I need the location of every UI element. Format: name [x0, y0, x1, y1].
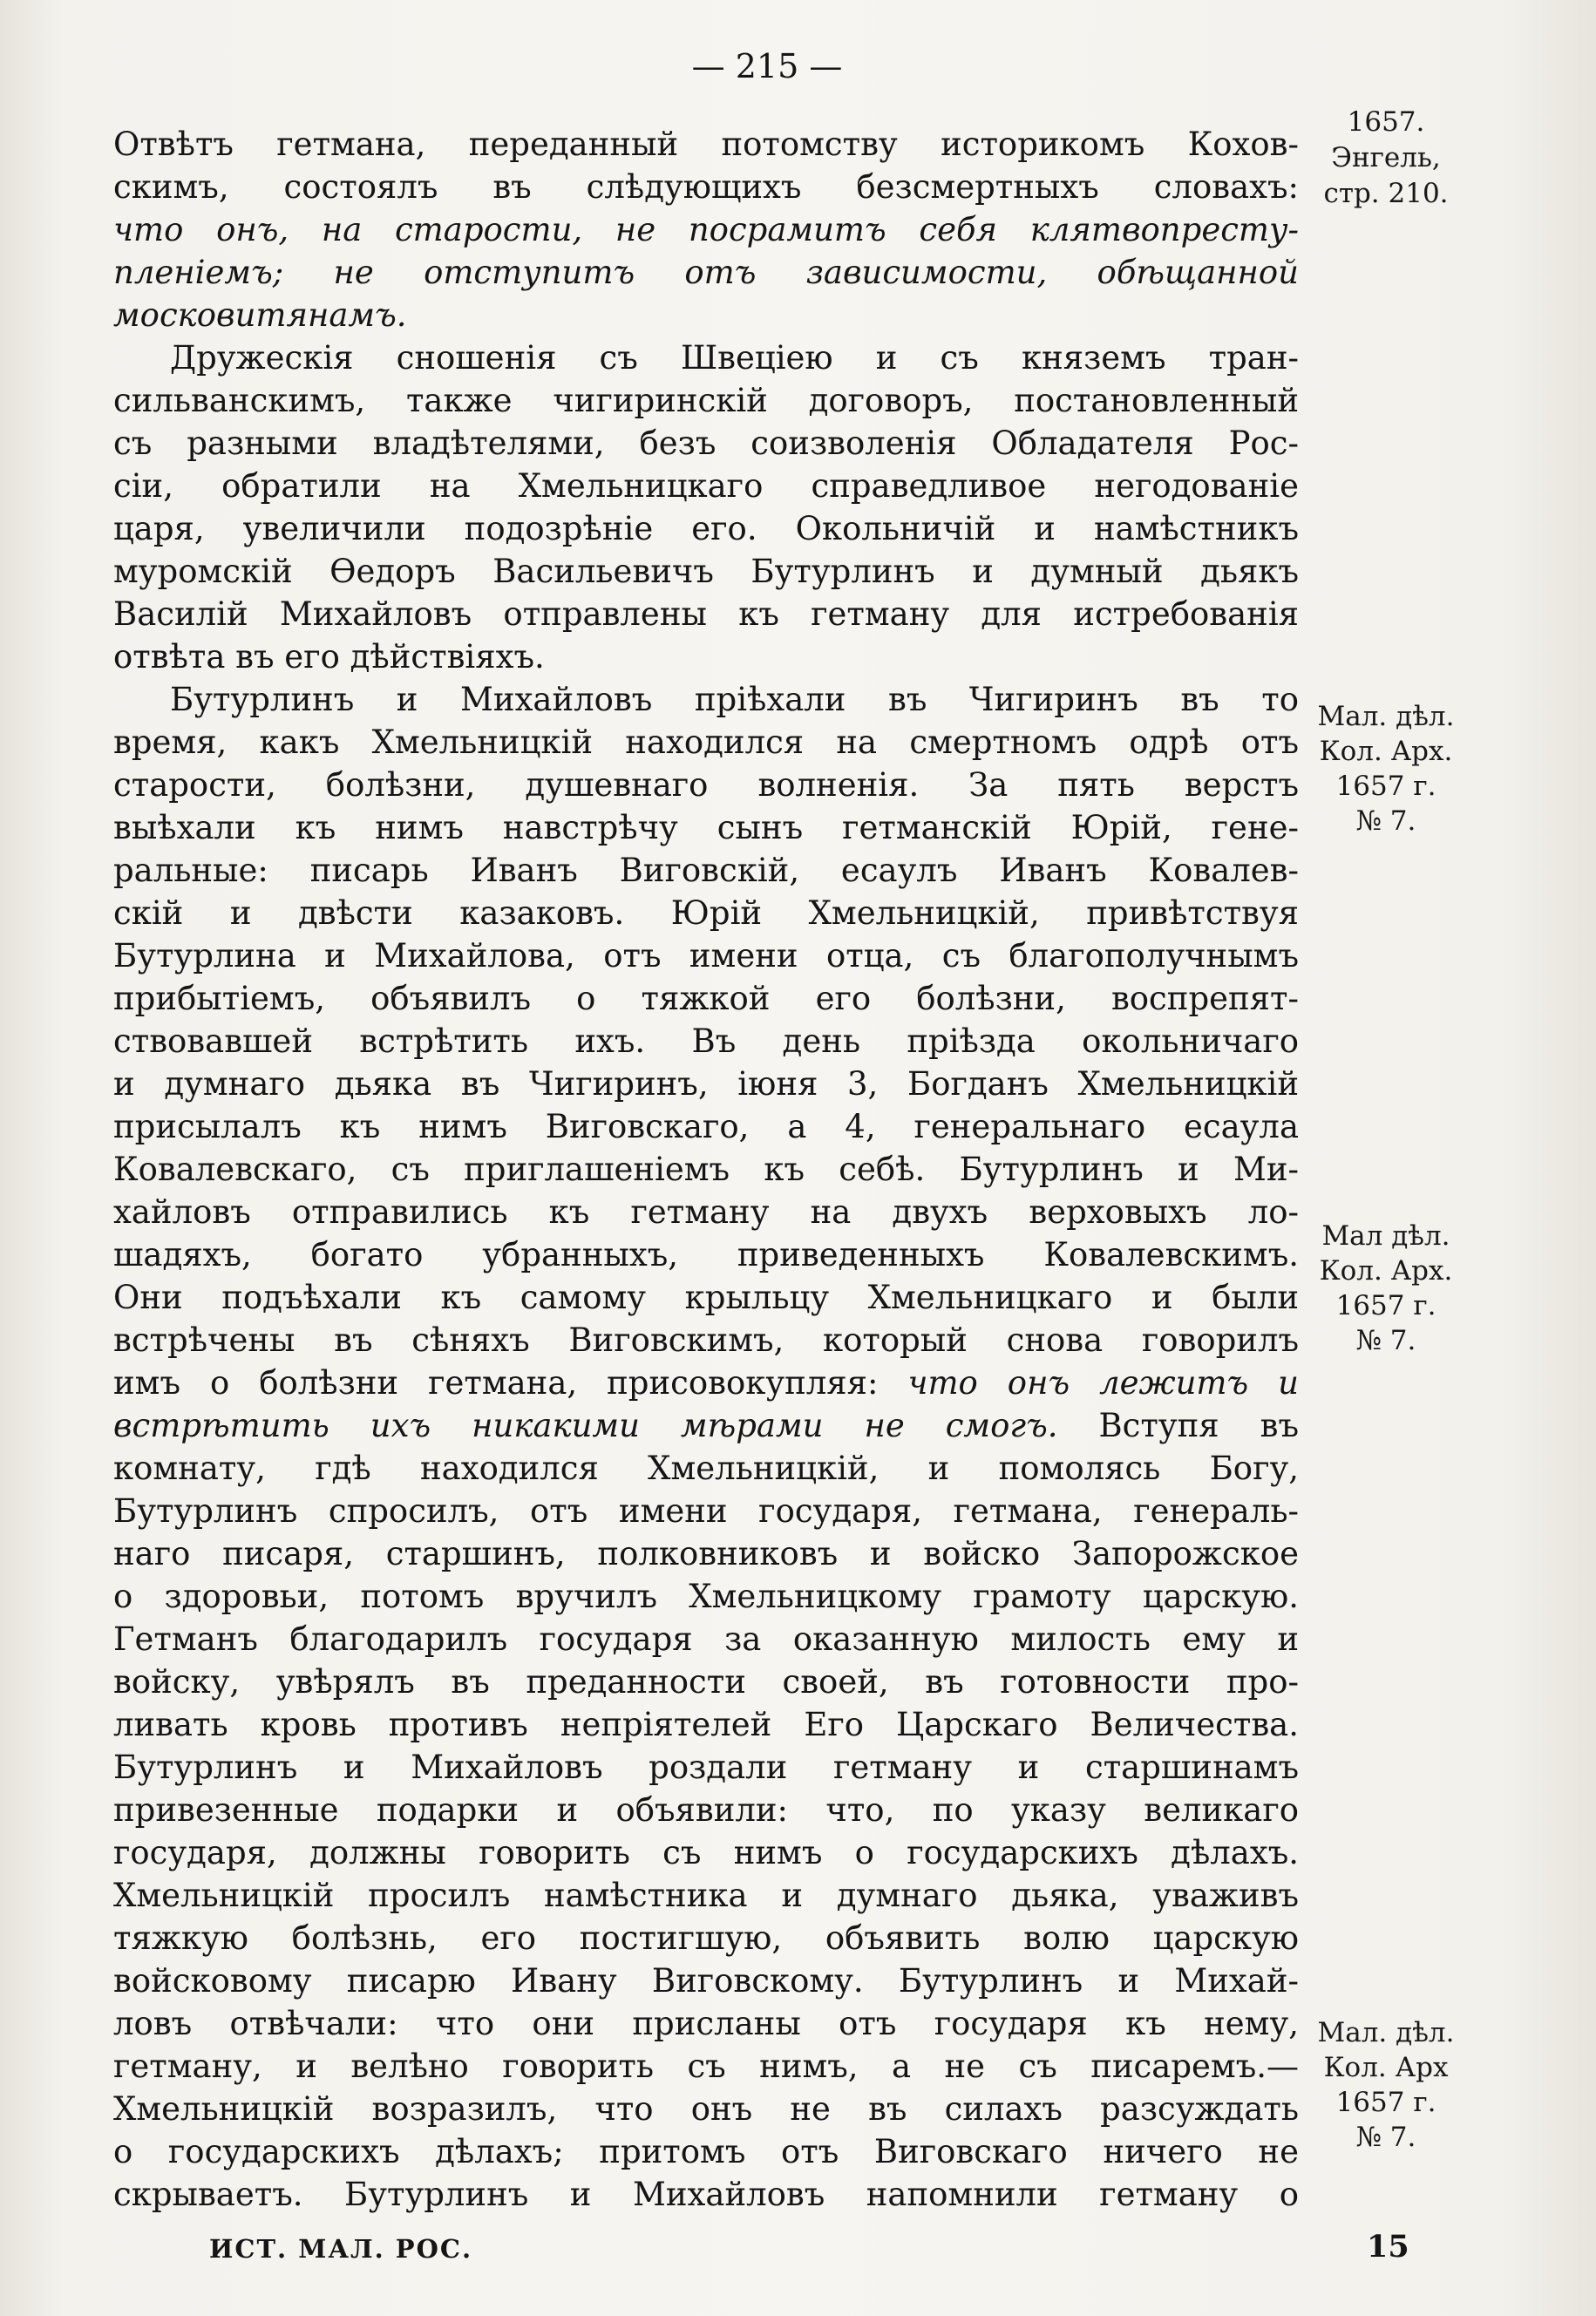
- margin-note: [1301, 699, 1471, 839]
- text-line: Дружескія сношенія съ Швеціею и съ княземъ тран-: [170, 339, 1299, 377]
- text-line: ральные: писарь Иванъ Виговскій, есаулъ Иванъ Ковалев-: [113, 852, 1299, 889]
- margin-note-line: Мал. дѣл.: [1317, 2017, 1455, 2048]
- text-line: тяжкую болѣзнь, его постигшую, объявить волю царскую: [113, 1919, 1299, 1957]
- text-line: встрѣчены въ сѣняхъ Виговскимъ, который снова говорилъ: [113, 1321, 1299, 1359]
- text-line: Отвѣтъ гетмана, переданный потомству историкомъ Кохов-: [113, 126, 1299, 163]
- margin-note-line: Мал дѣл.: [1321, 1220, 1450, 1252]
- text-line: старости, болѣзни, душевнаго волненія. За пять верстъ: [113, 766, 1299, 804]
- text-line: ловъ отвѣчали: что они присланы отъ государя къ нему,: [113, 2005, 1299, 2042]
- text-line: сіи, обратили на Хмельницкаго справедливое негодованіе: [113, 467, 1299, 505]
- text-line: о государскихъ дѣлахъ; притомъ отъ Виговскаго ничего не: [113, 2133, 1299, 2170]
- signature-mark: ИСТ. МАЛ. РОС.: [209, 2234, 473, 2264]
- margin-note-line: 1657.: [1347, 106, 1425, 138]
- text-line: прибытіемъ, объявилъ о тяжкой его болѣзни, воспрепят-: [113, 980, 1299, 1017]
- text-line: отвѣта въ его дѣйствіяхъ.: [113, 638, 545, 676]
- text-line: Они подъѣхали къ самому крыльцу Хмельницкаго и были: [113, 1279, 1299, 1316]
- text-line: сильванскимъ, также чигиринскій договоръ, постановленный: [113, 382, 1299, 419]
- text-line: войсковому писарю Ивану Виговскому. Бутурлинъ и Михай-: [113, 1962, 1299, 2000]
- text-line: комнату, гдѣ находился Хмельницкій, и помолясь Богу,: [113, 1450, 1299, 1487]
- text-line: [113, 1362, 1299, 1404]
- margin-note-line: № 7.: [1355, 2122, 1416, 2153]
- text-line: привезенные подарки и объявили: что, по указу великаго: [113, 1791, 1299, 1829]
- margin-note-line: Энгель,: [1331, 142, 1441, 173]
- margin-note: [1301, 105, 1471, 212]
- text-line: что онъ, на старости, не посрамитъ себя клятвопресту-: [113, 211, 1299, 248]
- text-line: хайловъ отправились къ гетману на двухъ верховыхъ ло-: [113, 1193, 1299, 1231]
- margin-note-line: 1657 г.: [1335, 2087, 1436, 2118]
- paragraph: [113, 678, 1299, 2216]
- text-line: войску, увѣрялъ въ преданности своей, въ готовности про-: [113, 1663, 1299, 1701]
- margin-note-line: Кол. Арх.: [1319, 1255, 1453, 1287]
- text-line: Хмельницкій просилъ намѣстника и думнаго дьяка, уваживъ: [113, 1877, 1299, 1914]
- paragraph: [113, 336, 1299, 678]
- text-line: Василій Михайловъ отправлены къ гетману для истребованія: [113, 595, 1299, 633]
- text-line: съ разными владѣтелями, безъ соизволенія Обладателя Рос-: [113, 424, 1299, 462]
- roman-phrase: Вступя въ: [1098, 1407, 1299, 1444]
- margin-note-line: № 7.: [1355, 805, 1416, 837]
- page-number: — 215 —: [691, 47, 843, 85]
- text-line: время, какъ Хмельницкій находился на смертномъ одрѣ отъ: [113, 723, 1299, 761]
- body-text: [113, 123, 1299, 2216]
- margin-note-line: 1657 г.: [1335, 1290, 1436, 1321]
- italic-phrase: что онъ лежитъ и: [907, 1364, 1299, 1402]
- margin-note-line: Кол. Арх: [1323, 2052, 1449, 2083]
- text-line: присылалъ къ нимъ Виговскаго, а 4, генеральнаго есаула: [113, 1108, 1299, 1145]
- text-line: гетману, и велѣно говорить съ нимъ, а не съ писаремъ.—: [113, 2048, 1299, 2085]
- text-line: шадяхъ, богато убранныхъ, приведенныхъ Ковалевскимъ.: [113, 1236, 1299, 1273]
- margin-note: [1301, 2015, 1471, 2155]
- text-line: скимъ, состоялъ въ слѣдующихъ безсмертныхъ словахъ:: [113, 168, 1299, 206]
- text-line: государя, должны говорить съ нимъ о государскихъ дѣлахъ.: [113, 1834, 1299, 1871]
- text-line: Бутурлинъ и Михайловъ роздали гетману и старшинамъ: [113, 1749, 1299, 1786]
- margin-note-line: 1657 г.: [1335, 771, 1436, 802]
- text-line: Бутурлинъ и Михайловъ пріѣхали въ Чигиринъ въ то: [170, 681, 1299, 718]
- text-line: пленіемъ; не отступитъ отъ зависимости, обѣщанной: [113, 254, 1299, 291]
- text-line: муромскій Ѳедоръ Васильевичъ Бутурлинъ и думный дьякъ: [113, 553, 1299, 590]
- text-line: наго писаря, старшинъ, полковниковъ и войско Запорожское: [113, 1535, 1299, 1572]
- text-line: скрываетъ. Бутурлинъ и Михайловъ напомнили гетману о: [113, 2176, 1299, 2213]
- text-line: Гетманъ благодарилъ государя за оказанную милость ему и: [113, 1620, 1299, 1658]
- text-line: [113, 1404, 1299, 1447]
- text-line: царя, увеличили подозрѣніе его. Окольничій и намѣстникъ: [113, 510, 1299, 547]
- margin-note-line: Кол. Арх.: [1319, 736, 1453, 767]
- text-line: Бутурлинъ спросилъ, отъ имени государя, гетмана, генераль-: [113, 1492, 1299, 1530]
- text-line: Бутурлина и Михайлова, отъ имени отца, съ благополучнымъ: [113, 937, 1299, 975]
- text-line: выѣхали къ нимъ навстрѣчу сынъ гетманскій Юрій, гене-: [113, 809, 1299, 846]
- margin-note: [1301, 1219, 1471, 1358]
- paragraph: [113, 123, 1299, 336]
- text-line: московитянамъ.: [113, 296, 407, 334]
- text-line: скій и двѣсти казаковъ. Юрій Хмельницкій, привѣтствуя: [113, 894, 1299, 932]
- text-line: Ковалевскаго, съ приглашеніемъ къ себѣ. Бутурлинъ и Ми-: [113, 1151, 1299, 1188]
- margin-note-line: № 7.: [1355, 1325, 1416, 1356]
- text-line: Хмельницкій возразилъ, что онъ не въ силахъ разсуждать: [113, 2090, 1299, 2128]
- italic-phrase: встрѣтить ихъ никакими мѣрами не смогъ.: [113, 1407, 1058, 1444]
- text-line: ливать кровь противъ непріятелей Его Царскаго Величества.: [113, 1706, 1299, 1743]
- roman-phrase: имъ о болѣзни гетмана, присовокупляя:: [113, 1364, 879, 1402]
- text-line: о здоровьи, потомъ вручилъ Хмельницкому грамоту царскую.: [113, 1578, 1299, 1615]
- text-line: и думнаго дьяка въ Чигиринъ, іюня 3, Богданъ Хмельницкій: [113, 1065, 1299, 1103]
- sheet-number: 15: [1367, 2229, 1409, 2265]
- margin-note-line: стр. 210.: [1323, 178, 1449, 209]
- margin-note-line: Мал. дѣл.: [1317, 701, 1455, 732]
- text-line: ствовавшей встрѣтить ихъ. Въ день пріѣзда окольничаго: [113, 1022, 1299, 1060]
